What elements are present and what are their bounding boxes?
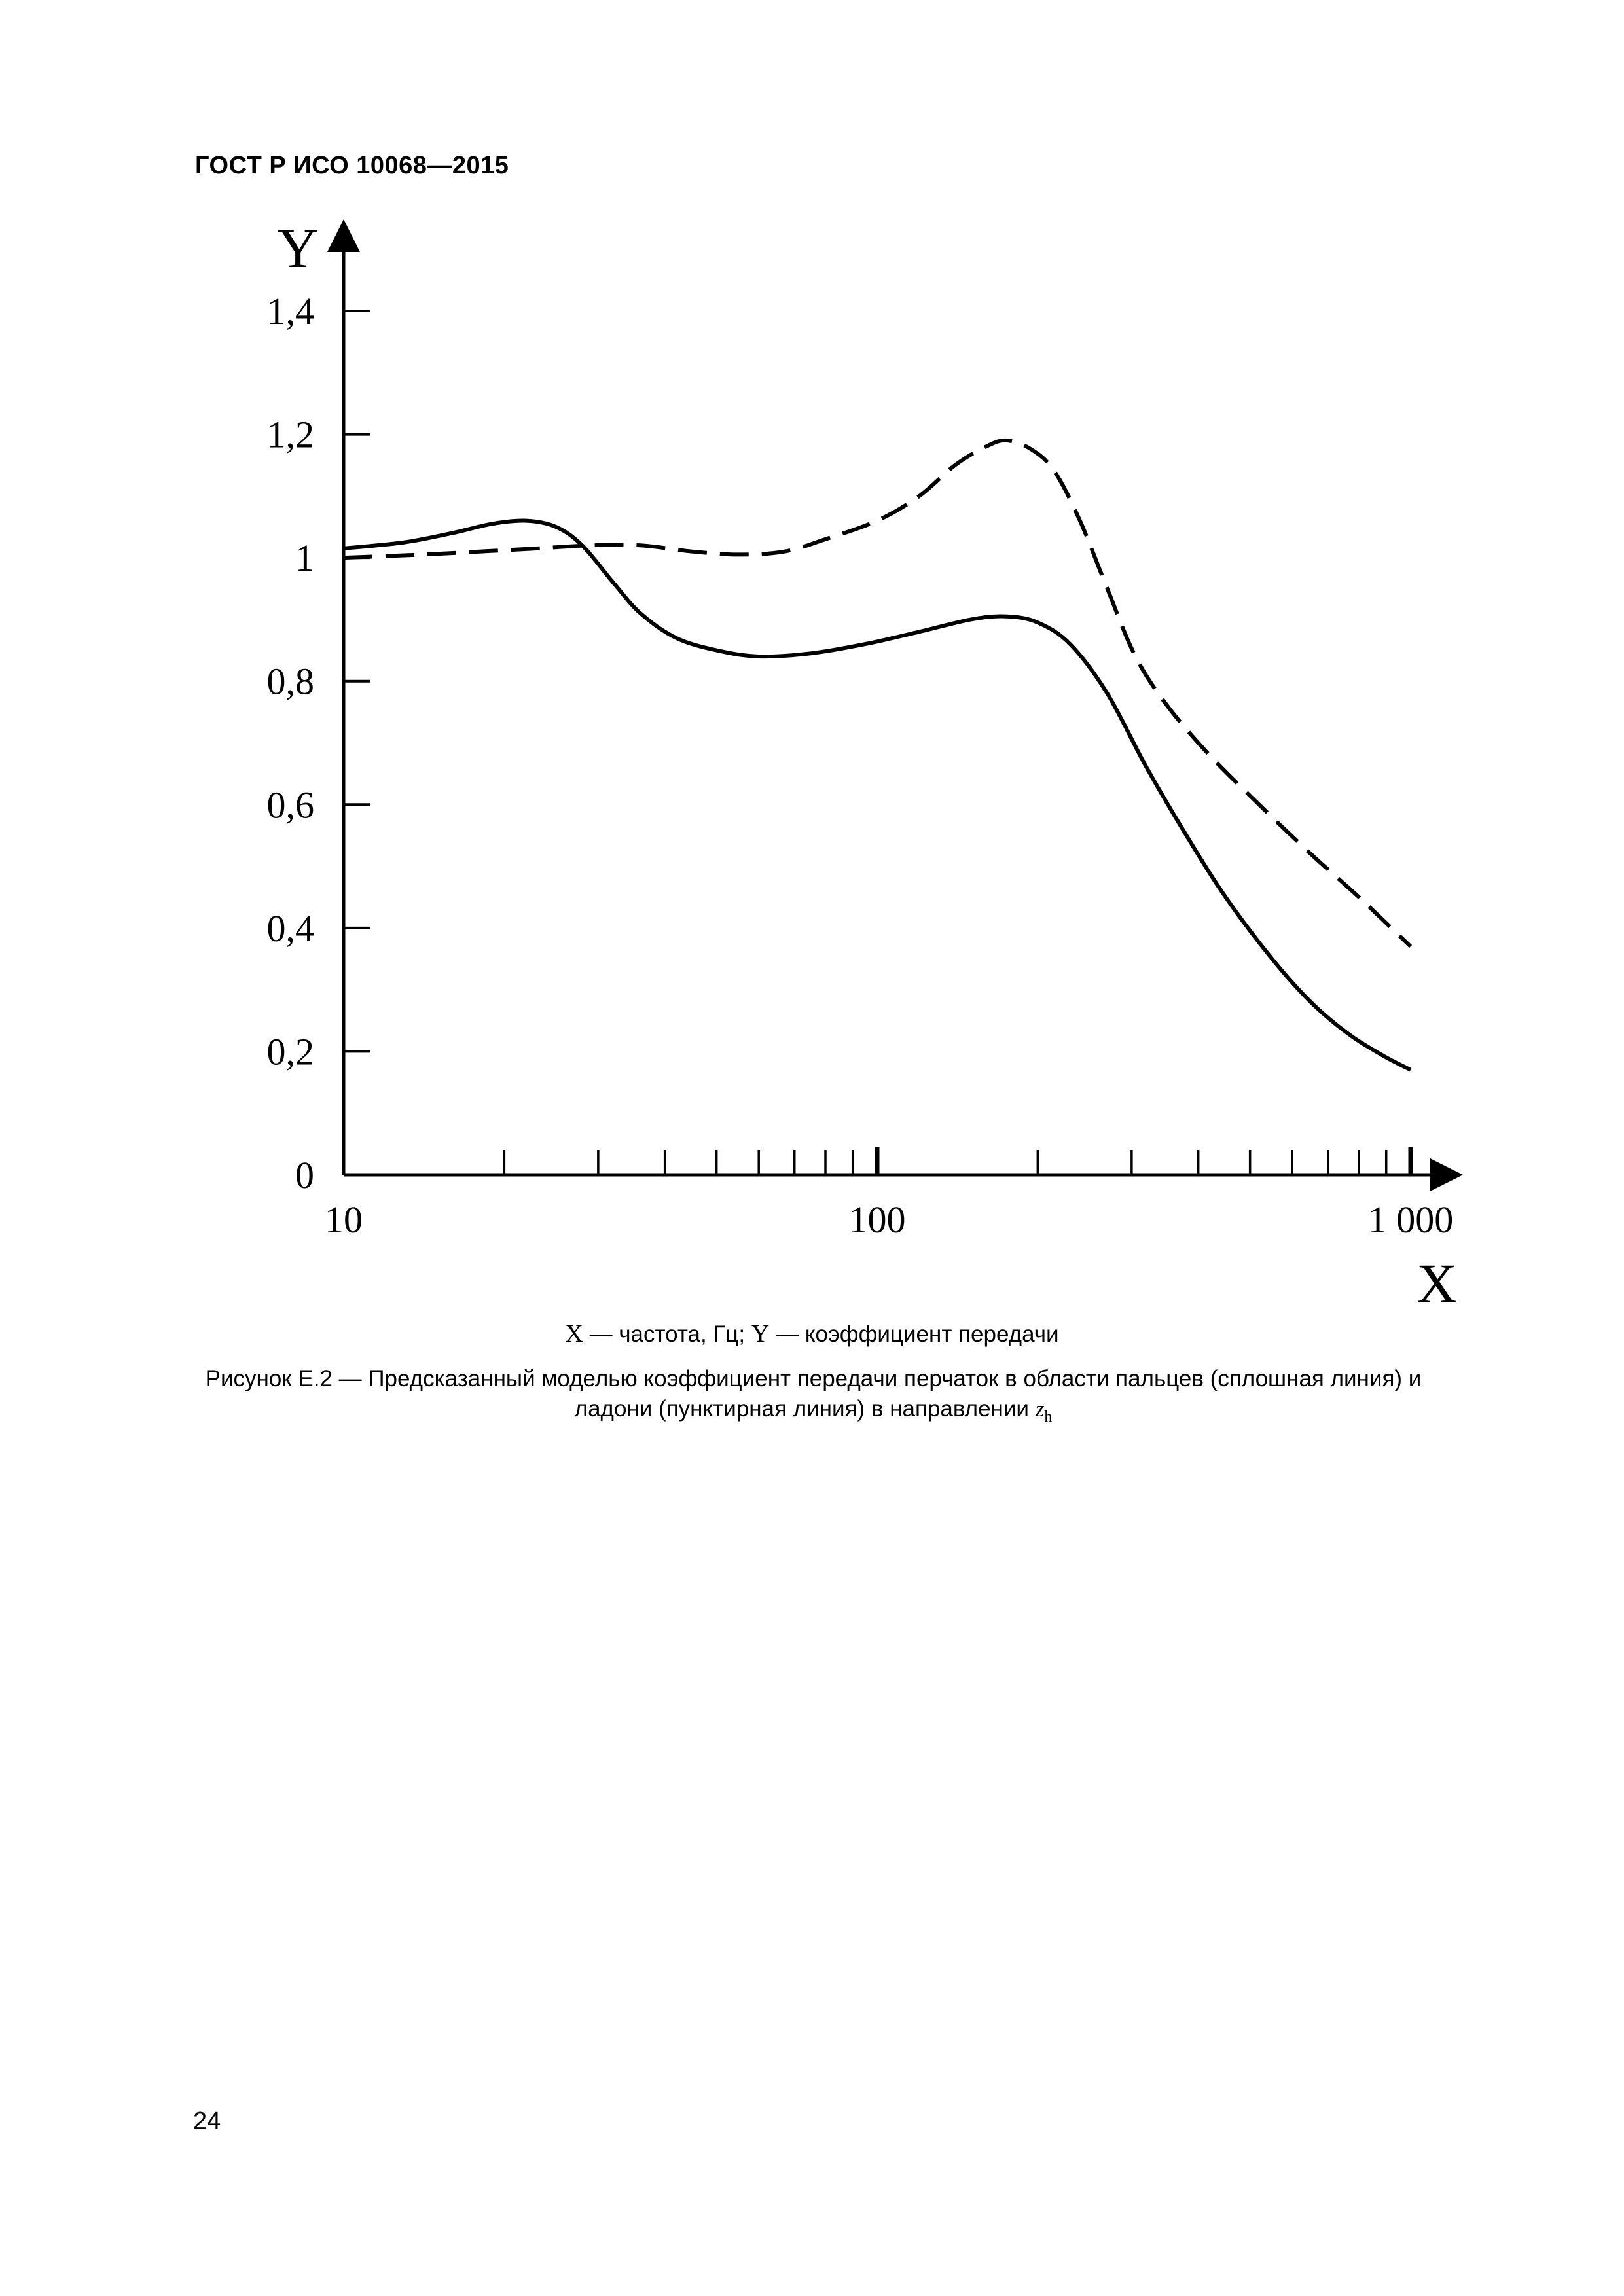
x-axis-title: X <box>1416 1252 1458 1309</box>
axis-ticks <box>344 311 1411 1175</box>
caption-line-2 <box>190 1394 1437 1432</box>
caption-line-2-text: ладони (пунктирная линия) в направлении <box>574 1396 1036 1422</box>
axes <box>344 223 1460 1175</box>
y-tick-label: 1,4 <box>266 290 314 332</box>
x-tick-label: 10 <box>325 1198 363 1241</box>
y-axis-title: Y <box>277 217 319 279</box>
x-tick-label: 1 000 <box>1367 1198 1454 1241</box>
axis-legend <box>0 1319 1624 1348</box>
caption-line-1: Рисунок Е.2 — Предсказанный моделью коэффициент передачи перчаток в области пальцев (сплошная линия) и <box>205 1366 1422 1391</box>
figure-caption <box>190 1364 1437 1432</box>
palm-series-dashed-line <box>344 440 1411 946</box>
data-series <box>344 440 1411 1070</box>
y-tick-label: 0,8 <box>266 660 314 703</box>
y-tick-label: 1,2 <box>266 413 314 456</box>
axis-labels <box>267 217 1458 1309</box>
caption-variable: z <box>1035 1396 1045 1422</box>
y-tick-label: 0,4 <box>266 906 314 950</box>
y-tick-label: 0,6 <box>266 783 314 827</box>
legend-y-text: — коэффициент передачи <box>769 1321 1059 1347</box>
y-tick-label: 0,2 <box>266 1030 314 1073</box>
y-tick-label: 0 <box>295 1154 314 1196</box>
caption-subscript: h <box>1044 1408 1053 1426</box>
legend-x-text: — частота, Гц; <box>583 1321 751 1347</box>
x-tick-label: 100 <box>848 1198 906 1241</box>
legend-x-symbol: X <box>565 1320 583 1348</box>
legend-y-symbol: Y <box>751 1320 770 1348</box>
y-tick-label: 1 <box>295 537 314 580</box>
page-number: 24 <box>193 2108 221 2135</box>
document-header: ГОСТ Р ИСО 10068—2015 <box>195 152 509 179</box>
